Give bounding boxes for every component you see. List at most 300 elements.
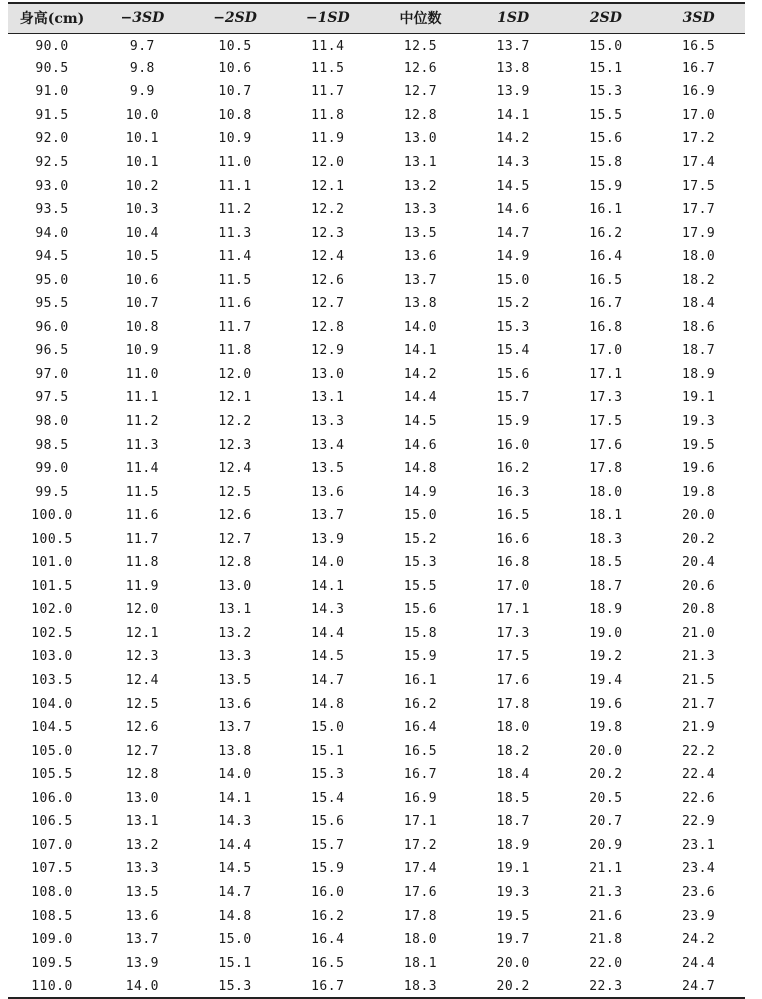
cell-minus-1sd: 16.4 xyxy=(311,932,345,948)
cell-height: 110.0 xyxy=(8,975,96,999)
cell-median: 14.8 xyxy=(403,461,438,477)
table-row xyxy=(8,410,745,434)
table-row xyxy=(8,339,745,363)
cell-median: 13.1 xyxy=(403,155,438,170)
table-row xyxy=(8,292,745,316)
cell-plus-1sd: 14.5 xyxy=(496,178,530,194)
cell-minus-3sd: 10.9 xyxy=(125,343,160,359)
cell-plus-1sd: 18.2 xyxy=(496,743,530,759)
cell-plus-1sd: 14.3 xyxy=(496,155,530,170)
table-row xyxy=(8,692,745,716)
table-row xyxy=(8,904,745,928)
cell-median: 13.8 xyxy=(403,296,438,312)
cell-minus-2sd: 12.1 xyxy=(218,390,252,406)
cell-median: 18.1 xyxy=(403,955,438,971)
cell-plus-2sd: 16.8 xyxy=(589,319,623,335)
cell-minus-2sd: 15.1 xyxy=(218,955,252,971)
table-row xyxy=(8,598,745,622)
header-minus-1sd: −1SD xyxy=(281,3,374,33)
cell-median: 13.6 xyxy=(403,249,438,265)
cell-height: 93.5 xyxy=(35,202,69,218)
cell-plus-2sd: 17.1 xyxy=(589,366,623,382)
cell-height: 100.5 xyxy=(31,531,73,547)
cell-plus-3sd: 21.3 xyxy=(681,649,716,665)
table-row xyxy=(8,716,745,740)
cell-median: 13.5 xyxy=(403,225,438,241)
cell-plus-2sd: 19.4 xyxy=(589,673,623,689)
header-plus-3sd: 3SD xyxy=(652,3,745,33)
table-row xyxy=(8,739,745,763)
cell-minus-1sd: 12.8 xyxy=(311,319,345,335)
cell-median: 13.3 xyxy=(403,202,438,218)
cell-height: 94.0 xyxy=(35,225,69,241)
cell-plus-3sd: 24.4 xyxy=(681,955,716,971)
cell-median: 13.7 xyxy=(403,272,438,288)
cell-minus-1sd: 12.3 xyxy=(311,225,345,241)
cell-median: 18.0 xyxy=(403,932,438,948)
header-plus-2sd: 2SD xyxy=(560,3,653,33)
cell-plus-2sd: 15.5 xyxy=(589,107,623,123)
cell-minus-2sd: 11.8 xyxy=(218,343,252,359)
cell-plus-3sd: 23.6 xyxy=(681,884,716,900)
table-row xyxy=(8,928,745,952)
table-row xyxy=(8,834,745,858)
cell-plus-3sd: 19.3 xyxy=(681,414,716,430)
cell-minus-2sd: 10.6 xyxy=(218,60,252,76)
cell-minus-1sd: 15.0 xyxy=(311,720,345,736)
cell-minus-1sd: 11.4 xyxy=(311,39,345,55)
cell-minus-3sd: 11.1 xyxy=(125,390,160,406)
cell-minus-1sd: 13.1 xyxy=(311,390,345,406)
header-height-cm: 身高(cm) xyxy=(8,3,96,33)
table-row xyxy=(8,33,745,57)
cell-minus-2sd: 11.1 xyxy=(218,178,252,194)
cell-plus-3sd: 20.0 xyxy=(681,508,716,524)
cell-plus-2sd: 19.0 xyxy=(589,625,623,641)
cell-plus-2sd: 16.1 xyxy=(589,202,623,218)
table-row xyxy=(8,787,745,811)
cell-minus-1sd: 12.4 xyxy=(311,249,345,265)
cell-height: 105.0 xyxy=(31,743,73,759)
cell-minus-3sd: 13.2 xyxy=(125,837,160,853)
cell-plus-2sd: 15.3 xyxy=(589,84,623,100)
cell-minus-3sd: 10.7 xyxy=(125,296,160,312)
cell-minus-3sd: 11.4 xyxy=(125,461,160,477)
cell-plus-3sd: 17.9 xyxy=(681,225,716,241)
cell-minus-3sd: 13.9 xyxy=(125,955,160,971)
cell-plus-1sd: 19.1 xyxy=(496,861,530,877)
cell-median: 15.0 xyxy=(403,508,438,524)
cell-plus-3sd: 18.7 xyxy=(681,343,716,359)
cell-plus-3sd: 18.4 xyxy=(681,296,716,312)
cell-plus-1sd: 19.5 xyxy=(496,908,530,924)
cell-plus-3sd: 22.6 xyxy=(681,790,716,806)
cell-minus-3sd: 9.7 xyxy=(129,39,155,55)
cell-minus-2sd: 11.5 xyxy=(218,272,252,288)
table-row xyxy=(8,104,745,128)
cell-minus-2sd: 11.0 xyxy=(218,155,252,170)
cell-minus-1sd: 14.4 xyxy=(311,625,345,641)
cell-height: 109.5 xyxy=(31,955,73,971)
cell-minus-3sd: 13.6 xyxy=(125,908,160,924)
cell-plus-3sd: 16.7 xyxy=(681,60,716,76)
cell-plus-2sd: 18.0 xyxy=(589,484,623,500)
cell-plus-3sd: 18.0 xyxy=(681,249,716,265)
cell-height: 90.0 xyxy=(35,39,69,55)
cell-median: 12.8 xyxy=(403,107,438,123)
cell-plus-3sd: 20.6 xyxy=(681,578,716,594)
cell-plus-2sd: 20.2 xyxy=(589,767,623,783)
cell-minus-1sd: 15.7 xyxy=(311,837,345,853)
cell-plus-2sd: 21.1 xyxy=(589,861,623,877)
cell-plus-1sd: 16.0 xyxy=(496,437,530,453)
cell-plus-2sd: 19.8 xyxy=(589,720,623,736)
cell-median: 15.5 xyxy=(403,578,438,594)
cell-minus-1sd: 13.4 xyxy=(311,437,345,453)
cell-plus-1sd: 13.7 xyxy=(496,39,530,55)
cell-median: 17.4 xyxy=(403,861,438,877)
cell-median: 16.9 xyxy=(403,790,438,806)
cell-minus-2sd: 11.4 xyxy=(218,249,252,265)
cell-plus-1sd: 16.2 xyxy=(496,461,530,477)
cell-plus-1sd: 13.9 xyxy=(496,84,530,100)
cell-minus-3sd: 12.6 xyxy=(125,720,160,736)
table-row xyxy=(8,669,745,693)
cell-minus-2sd: 13.5 xyxy=(218,673,252,689)
cell-plus-1sd: 15.9 xyxy=(496,414,530,430)
cell-minus-3sd: 11.9 xyxy=(125,578,160,594)
cell-plus-2sd: 21.6 xyxy=(589,908,623,924)
cell-height: 100.0 xyxy=(31,508,73,524)
cell-minus-2sd: 15.0 xyxy=(218,932,252,948)
table-row xyxy=(8,645,745,669)
cell-height: 104.5 xyxy=(31,720,73,736)
cell-height: 102.5 xyxy=(31,625,73,641)
cell-minus-3sd: 11.5 xyxy=(125,484,160,500)
cell-plus-2sd: 21.3 xyxy=(589,884,623,900)
cell-minus-3sd: 10.6 xyxy=(125,272,160,288)
cell-minus-3sd: 13.1 xyxy=(125,814,160,830)
cell-minus-1sd: 12.9 xyxy=(311,343,345,359)
cell-height: 108.5 xyxy=(31,908,73,924)
cell-median: 13.2 xyxy=(403,178,438,194)
cell-plus-1sd: 18.7 xyxy=(496,814,530,830)
cell-plus-1sd: 18.4 xyxy=(496,767,530,783)
cell-minus-1sd: 12.1 xyxy=(311,178,345,194)
table-row xyxy=(8,245,745,269)
table-header xyxy=(8,3,745,33)
cell-minus-1sd: 13.7 xyxy=(311,508,345,524)
cell-minus-1sd: 15.4 xyxy=(311,790,345,806)
cell-plus-2sd: 16.2 xyxy=(589,225,623,241)
cell-plus-1sd: 13.8 xyxy=(496,60,530,76)
cell-minus-2sd: 14.7 xyxy=(218,884,252,900)
cell-plus-3sd: 21.9 xyxy=(681,720,716,736)
cell-minus-3sd: 10.4 xyxy=(125,225,160,241)
cell-minus-1sd: 15.3 xyxy=(311,767,345,783)
cell-median: 12.6 xyxy=(403,60,438,76)
cell-minus-3sd: 12.0 xyxy=(125,602,160,618)
cell-plus-2sd: 15.0 xyxy=(589,39,623,55)
cell-height: 91.5 xyxy=(35,107,69,123)
cell-minus-2sd: 14.5 xyxy=(218,861,252,877)
cell-plus-3sd: 21.0 xyxy=(681,625,716,641)
cell-plus-3sd: 17.5 xyxy=(681,178,716,194)
table-row xyxy=(8,457,745,481)
cell-height: 95.5 xyxy=(35,296,69,312)
cell-plus-3sd: 17.7 xyxy=(681,202,716,218)
cell-height: 109.0 xyxy=(31,932,73,948)
cell-plus-2sd: 17.6 xyxy=(589,437,623,453)
cell-minus-2sd: 13.3 xyxy=(218,649,252,665)
header-plus-1sd: 1SD xyxy=(467,3,560,33)
cell-plus-1sd: 15.7 xyxy=(496,390,530,406)
cell-minus-1sd: 12.7 xyxy=(311,296,345,312)
cell-minus-2sd: 12.2 xyxy=(218,414,252,430)
cell-plus-1sd: 14.6 xyxy=(496,202,530,218)
cell-plus-2sd: 18.7 xyxy=(589,578,623,594)
table-row xyxy=(8,763,745,787)
table-row xyxy=(8,504,745,528)
cell-plus-3sd: 24.7 xyxy=(652,975,745,999)
cell-minus-2sd: 11.7 xyxy=(218,319,252,335)
cell-plus-2sd: 15.1 xyxy=(589,60,623,76)
cell-median: 12.7 xyxy=(403,84,438,100)
cell-minus-3sd: 14.0 xyxy=(96,975,189,999)
cell-height: 91.0 xyxy=(35,84,69,100)
cell-minus-1sd: 14.8 xyxy=(311,696,345,712)
cell-minus-3sd: 10.8 xyxy=(125,319,160,335)
cell-plus-2sd: 18.5 xyxy=(589,555,623,571)
cell-minus-3sd: 9.8 xyxy=(129,60,155,76)
cell-minus-2sd: 10.8 xyxy=(218,107,252,123)
cell-minus-1sd: 13.9 xyxy=(311,531,345,547)
cell-plus-2sd: 19.6 xyxy=(589,696,623,712)
cell-plus-3sd: 22.2 xyxy=(681,743,716,759)
cell-plus-2sd: 22.3 xyxy=(560,975,653,999)
cell-median: 17.2 xyxy=(403,837,438,853)
cell-plus-1sd: 17.0 xyxy=(496,578,530,594)
cell-plus-2sd: 18.3 xyxy=(589,531,623,547)
table-row xyxy=(8,857,745,881)
cell-median: 15.9 xyxy=(403,649,438,665)
cell-plus-3sd: 19.5 xyxy=(681,437,716,453)
cell-height: 90.5 xyxy=(35,60,69,76)
cell-plus-3sd: 23.1 xyxy=(681,837,716,853)
cell-plus-1sd: 17.5 xyxy=(496,649,530,665)
cell-height: 97.0 xyxy=(35,366,69,382)
cell-median: 18.3 xyxy=(374,975,467,999)
cell-plus-2sd: 16.7 xyxy=(589,296,623,312)
cell-minus-2sd: 14.8 xyxy=(218,908,252,924)
cell-minus-3sd: 13.5 xyxy=(125,884,160,900)
cell-height: 101.5 xyxy=(31,578,73,594)
cell-minus-3sd: 11.2 xyxy=(125,414,160,430)
cell-minus-2sd: 15.3 xyxy=(189,975,282,999)
cell-height: 108.0 xyxy=(31,884,73,900)
cell-minus-2sd: 12.7 xyxy=(218,531,252,547)
table-row xyxy=(8,575,745,599)
cell-plus-1sd: 16.3 xyxy=(496,484,530,500)
cell-plus-2sd: 15.8 xyxy=(589,155,623,170)
table-row xyxy=(8,951,745,975)
cell-plus-1sd: 17.8 xyxy=(496,696,530,712)
cell-median: 15.3 xyxy=(403,555,438,571)
cell-plus-1sd: 20.2 xyxy=(467,975,560,999)
cell-plus-2sd: 17.8 xyxy=(589,461,623,477)
cell-plus-3sd: 19.8 xyxy=(681,484,716,500)
cell-plus-1sd: 19.7 xyxy=(496,932,530,948)
cell-height: 92.0 xyxy=(35,131,69,147)
cell-median: 15.8 xyxy=(403,625,438,641)
cell-minus-2sd: 10.9 xyxy=(218,131,252,147)
cell-plus-2sd: 17.0 xyxy=(589,343,623,359)
table-row xyxy=(8,57,745,81)
cell-median: 17.1 xyxy=(403,814,438,830)
cell-minus-3sd: 11.7 xyxy=(125,531,160,547)
cell-median: 15.2 xyxy=(403,531,438,547)
cell-plus-2sd: 15.9 xyxy=(589,178,623,194)
cell-minus-3sd: 12.4 xyxy=(125,673,160,689)
cell-plus-3sd: 17.4 xyxy=(681,155,716,170)
cell-minus-3sd: 10.0 xyxy=(125,107,160,123)
cell-plus-1sd: 16.6 xyxy=(496,531,530,547)
cell-height: 98.0 xyxy=(35,414,69,430)
cell-minus-3sd: 13.0 xyxy=(125,790,160,806)
cell-plus-1sd: 18.9 xyxy=(496,837,530,853)
cell-median: 14.2 xyxy=(403,366,438,382)
table-row xyxy=(8,975,745,999)
cell-median: 14.1 xyxy=(403,343,438,359)
cell-plus-1sd: 16.8 xyxy=(496,555,530,571)
cell-minus-2sd: 13.0 xyxy=(218,578,252,594)
cell-height: 99.5 xyxy=(35,484,69,500)
cell-minus-1sd: 16.5 xyxy=(311,955,345,971)
cell-minus-1sd: 14.0 xyxy=(311,555,345,571)
cell-minus-3sd: 10.1 xyxy=(125,131,160,147)
cell-minus-2sd: 13.6 xyxy=(218,696,252,712)
cell-plus-2sd: 17.3 xyxy=(589,390,623,406)
cell-minus-1sd: 14.1 xyxy=(311,578,345,594)
cell-minus-2sd: 13.2 xyxy=(218,625,252,641)
cell-height: 93.0 xyxy=(35,178,69,194)
cell-plus-3sd: 20.8 xyxy=(681,602,716,618)
cell-plus-1sd: 17.1 xyxy=(496,602,530,618)
cell-plus-3sd: 23.9 xyxy=(681,908,716,924)
table-row xyxy=(8,268,745,292)
cell-height: 102.0 xyxy=(31,602,73,618)
cell-plus-2sd: 19.2 xyxy=(589,649,623,665)
cell-plus-3sd: 17.2 xyxy=(681,131,716,147)
cell-minus-2sd: 12.3 xyxy=(218,437,252,453)
cell-plus-1sd: 18.0 xyxy=(496,720,530,736)
cell-minus-1sd: 12.0 xyxy=(311,155,345,170)
cell-minus-3sd: 12.7 xyxy=(125,743,160,759)
cell-minus-1sd: 12.2 xyxy=(311,202,345,218)
cell-minus-2sd: 11.2 xyxy=(218,202,252,218)
weight-for-height-table-container xyxy=(8,2,745,999)
weight-for-height-table xyxy=(8,2,745,999)
cell-median: 16.2 xyxy=(403,696,438,712)
cell-minus-2sd: 12.0 xyxy=(218,366,252,382)
cell-minus-1sd: 16.2 xyxy=(311,908,345,924)
cell-plus-3sd: 23.4 xyxy=(681,861,716,877)
cell-plus-3sd: 18.9 xyxy=(681,366,716,382)
cell-minus-1sd: 12.6 xyxy=(311,272,345,288)
cell-median: 16.1 xyxy=(403,673,438,689)
cell-plus-3sd: 22.4 xyxy=(681,767,716,783)
cell-median: 16.4 xyxy=(403,720,438,736)
cell-height: 98.5 xyxy=(35,437,69,453)
table-row xyxy=(8,622,745,646)
cell-plus-3sd: 18.6 xyxy=(681,319,716,335)
cell-height: 106.5 xyxy=(31,814,73,830)
table-row xyxy=(8,433,745,457)
cell-median: 16.5 xyxy=(403,743,438,759)
cell-median: 15.6 xyxy=(403,602,438,618)
cell-minus-2sd: 12.6 xyxy=(218,508,252,524)
cell-plus-1sd: 14.7 xyxy=(496,225,530,241)
cell-plus-2sd: 20.5 xyxy=(589,790,623,806)
table-row xyxy=(8,127,745,151)
table-row xyxy=(8,480,745,504)
cell-height: 94.5 xyxy=(35,249,69,265)
cell-plus-2sd: 18.9 xyxy=(589,602,623,618)
cell-plus-3sd: 21.7 xyxy=(681,696,716,712)
cell-minus-3sd: 13.3 xyxy=(125,861,160,877)
cell-minus-3sd: 12.3 xyxy=(125,649,160,665)
table-row xyxy=(8,881,745,905)
cell-plus-3sd: 17.0 xyxy=(681,107,716,123)
cell-plus-1sd: 15.2 xyxy=(496,296,530,312)
cell-height: 105.5 xyxy=(31,767,73,783)
table-row xyxy=(8,151,745,175)
header-median: 中位数 xyxy=(374,3,467,33)
cell-plus-1sd: 15.4 xyxy=(496,343,530,359)
cell-minus-3sd: 11.0 xyxy=(125,366,160,382)
cell-minus-3sd: 10.2 xyxy=(125,178,160,194)
cell-median: 14.6 xyxy=(403,437,438,453)
cell-plus-1sd: 20.0 xyxy=(496,955,530,971)
table-row xyxy=(8,174,745,198)
cell-plus-3sd: 20.4 xyxy=(681,555,716,571)
cell-plus-1sd: 15.3 xyxy=(496,319,530,335)
cell-minus-1sd: 13.3 xyxy=(311,414,345,430)
cell-height: 92.5 xyxy=(35,155,69,170)
table-row xyxy=(8,80,745,104)
cell-plus-1sd: 17.3 xyxy=(496,625,530,641)
cell-median: 16.7 xyxy=(403,767,438,783)
table-row xyxy=(8,810,745,834)
cell-minus-3sd: 11.8 xyxy=(125,555,160,571)
table-row xyxy=(8,316,745,340)
cell-minus-2sd: 13.1 xyxy=(218,602,252,618)
cell-minus-3sd: 12.8 xyxy=(125,767,160,783)
cell-minus-1sd: 11.5 xyxy=(311,60,345,76)
cell-minus-3sd: 13.7 xyxy=(125,932,160,948)
cell-minus-1sd: 16.0 xyxy=(311,884,345,900)
cell-plus-3sd: 18.2 xyxy=(681,272,716,288)
cell-plus-2sd: 20.9 xyxy=(589,837,623,853)
cell-minus-1sd: 14.5 xyxy=(311,649,345,665)
header-minus-3sd: −3SD xyxy=(96,3,189,33)
cell-minus-2sd: 13.8 xyxy=(218,743,252,759)
cell-plus-2sd: 15.6 xyxy=(589,131,623,147)
cell-height: 107.0 xyxy=(31,837,73,853)
cell-height: 104.0 xyxy=(31,696,73,712)
cell-height: 97.5 xyxy=(35,390,69,406)
cell-plus-2sd: 21.8 xyxy=(589,932,623,948)
